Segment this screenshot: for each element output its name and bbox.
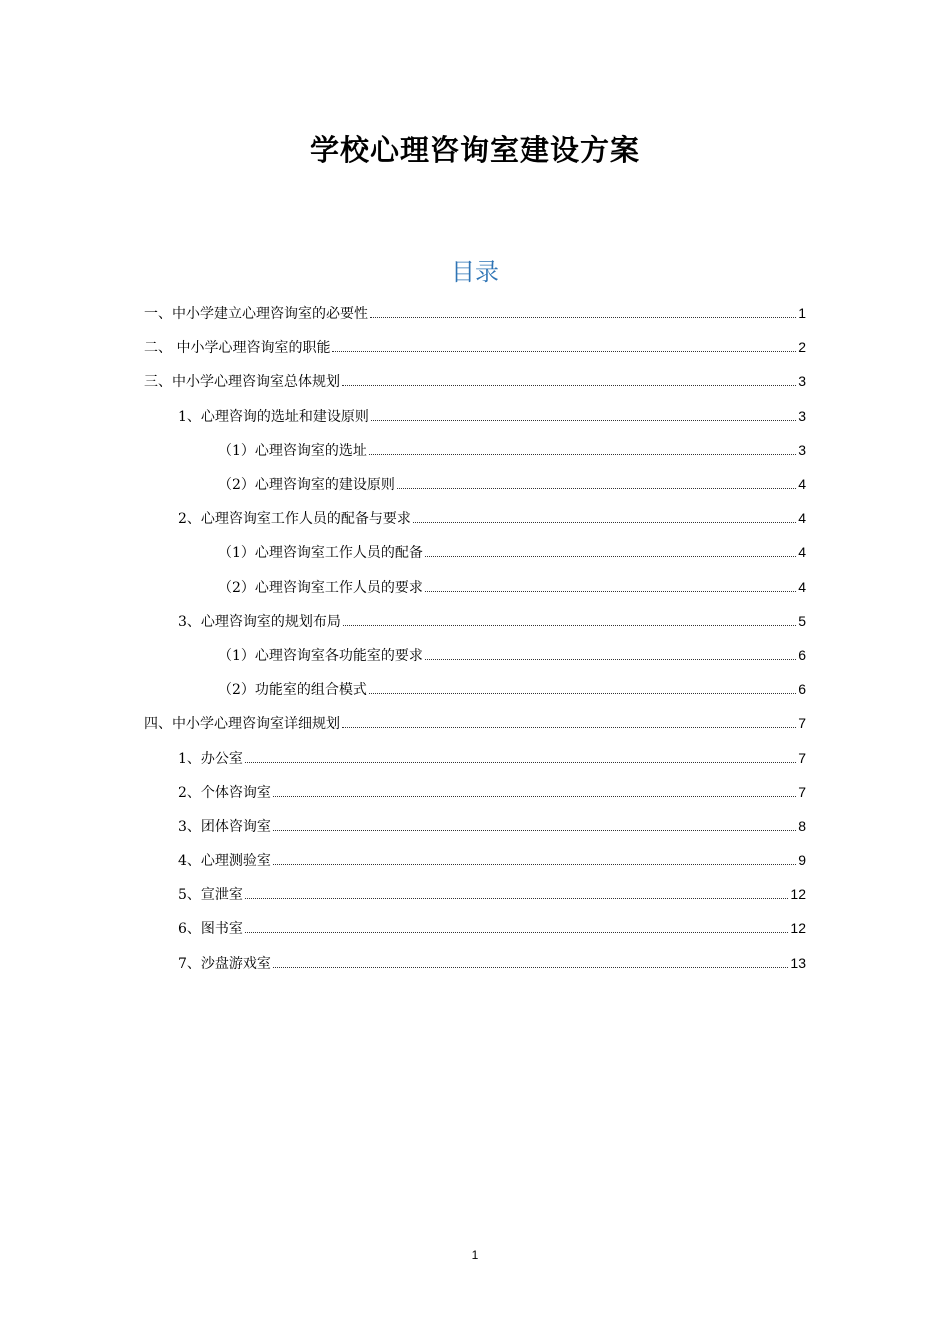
toc-entry-text: （1）心理咨询室的选址 (218, 442, 367, 459)
toc-dot-leader (245, 761, 796, 763)
toc-entry[interactable] (144, 296, 806, 330)
toc-entry[interactable] (144, 501, 806, 535)
toc-dot-leader (425, 658, 796, 660)
toc-entry-text: 3、团体咨询室 (178, 818, 271, 835)
document-title: 学校心理咨询室建设方案 (309, 133, 640, 167)
toc-entry-page: 3 (798, 407, 806, 424)
toc-entry-page: 7 (798, 783, 806, 800)
toc-entry-page: 7 (798, 749, 806, 766)
toc-dot-leader (371, 419, 796, 421)
toc-entry-text: 1、办公室 (178, 750, 243, 767)
toc-entry-page: 12 (790, 886, 806, 903)
toc-entry-text: （1）心理咨询室工作人员的配备 (218, 545, 423, 562)
toc-entry[interactable] (144, 706, 806, 740)
toc-entry[interactable] (144, 433, 806, 467)
toc-entry[interactable] (144, 775, 806, 809)
toc-entry[interactable] (144, 638, 806, 672)
toc-entry-page: 8 (798, 817, 806, 834)
toc-dot-leader (425, 555, 796, 557)
toc-entry-page: 5 (798, 612, 806, 629)
toc-entry[interactable] (144, 672, 806, 706)
toc-entry[interactable] (144, 330, 806, 364)
toc-entry[interactable] (144, 911, 806, 945)
toc-entry-text: 7、沙盘游戏室 (178, 955, 271, 972)
toc-dot-leader (370, 316, 796, 318)
toc-entry-text: 2、个体咨询室 (178, 784, 271, 801)
toc-dot-leader (273, 966, 789, 968)
toc-entry[interactable] (144, 843, 806, 877)
toc-entry-page: 4 (798, 510, 806, 527)
toc-entry-page: 9 (798, 852, 806, 869)
toc-entry[interactable] (144, 809, 806, 843)
toc-heading: 目录 (451, 258, 499, 286)
toc-dot-leader (369, 453, 796, 455)
toc-dot-leader (342, 384, 796, 386)
toc-dot-leader (342, 726, 796, 728)
toc-entry-page: 12 (790, 920, 806, 937)
page-number: 1 (471, 1248, 479, 1262)
toc-entry[interactable] (144, 467, 806, 501)
toc-entry[interactable] (144, 570, 806, 604)
toc-entry-text: 三、中小学心理咨询室总体规划 (144, 374, 340, 391)
toc-dot-leader (369, 692, 796, 694)
toc-entry[interactable] (144, 399, 806, 433)
toc-entry-text: （2）心理咨询室工作人员的要求 (218, 579, 423, 596)
toc-entry-text: （1）心理咨询室各功能室的要求 (218, 647, 423, 664)
toc-dot-leader (245, 931, 789, 933)
toc-entry[interactable] (144, 946, 806, 980)
toc-entry-text: 一、中小学建立心理咨询室的必要性 (144, 306, 368, 323)
toc-entry-text: 6、图书室 (178, 921, 243, 938)
toc-entry[interactable] (144, 877, 806, 911)
toc-entry[interactable] (144, 604, 806, 638)
toc-entry-page: 6 (798, 681, 806, 698)
toc-dot-leader (397, 487, 796, 489)
toc-entry[interactable] (144, 364, 806, 398)
toc-entry-text: 5、宣泄室 (178, 887, 243, 904)
toc-dot-leader (425, 590, 796, 592)
toc-entry-text: 4、心理测验室 (178, 853, 271, 870)
toc-dot-leader (332, 350, 796, 352)
toc-dot-leader (273, 829, 796, 831)
toc-entry-page: 4 (798, 476, 806, 493)
toc-entry-page: 13 (790, 954, 806, 971)
toc-entry-text: 3、心理咨询室的规划布局 (178, 613, 341, 630)
toc-entry-page: 3 (798, 441, 806, 458)
toc-entry-page: 7 (798, 715, 806, 732)
toc-entry[interactable] (144, 535, 806, 569)
toc-dot-leader (343, 624, 796, 626)
toc-entry-text: 2、心理咨询室工作人员的配备与要求 (178, 511, 411, 528)
toc-dot-leader (413, 521, 796, 523)
toc-entry-page: 6 (798, 646, 806, 663)
toc-entry[interactable] (144, 740, 806, 774)
toc-entry-page: 2 (798, 339, 806, 356)
toc-entry-text: 四、中小学心理咨询室详细规划 (144, 716, 340, 733)
toc-entry-page: 1 (798, 305, 806, 322)
toc-entry-text: （2）心理咨询室的建设原则 (218, 477, 395, 494)
toc-dot-leader (245, 897, 789, 899)
toc-entry-page: 4 (798, 544, 806, 561)
toc-entry-text: 1、心理咨询的选址和建设原则 (178, 408, 369, 425)
toc-dot-leader (273, 795, 796, 797)
toc-entry-text: （2）功能室的组合模式 (218, 682, 367, 699)
toc-dot-leader (273, 863, 796, 865)
toc-entry-page: 4 (798, 578, 806, 595)
table-of-contents (144, 296, 806, 980)
toc-entry-text: 二、 中小学心理咨询室的职能 (144, 340, 331, 357)
toc-entry-page: 3 (798, 373, 806, 390)
